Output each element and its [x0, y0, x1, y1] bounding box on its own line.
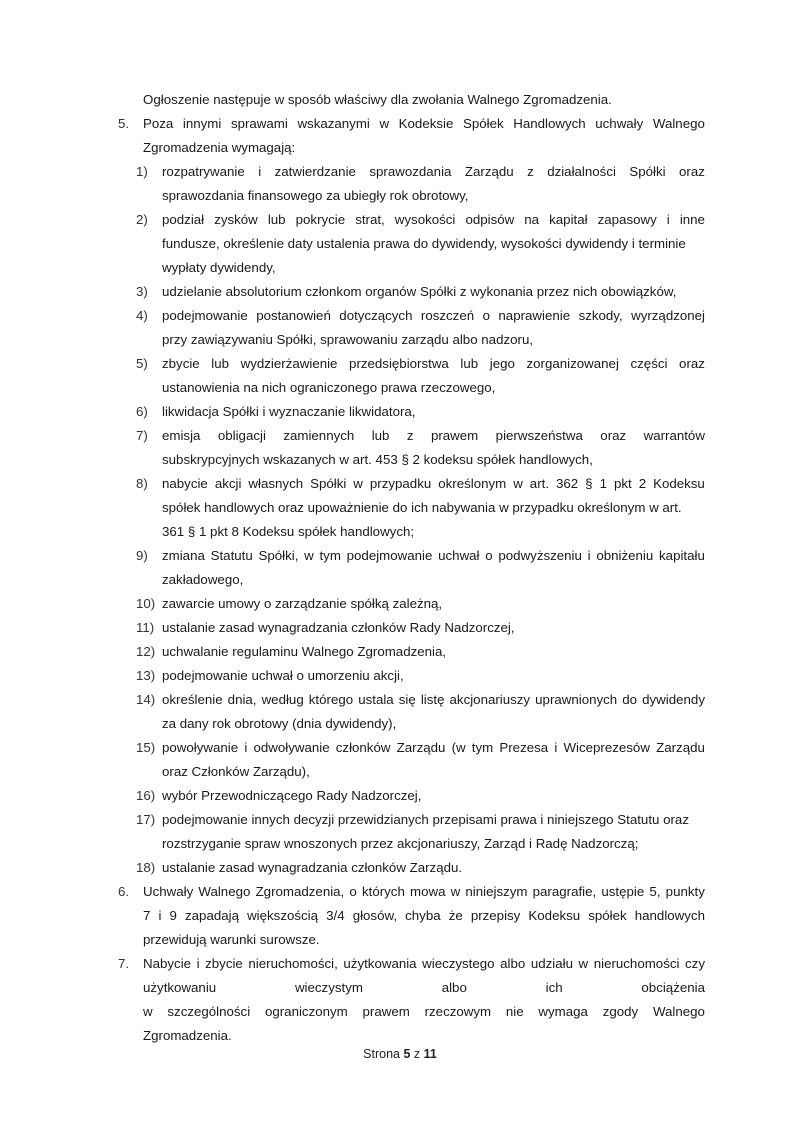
- word: nieruchomości: [593, 956, 680, 971]
- list-item-line: [0, 664, 800, 688]
- line-text: wybór Przewodniczącego Rady Nadzorczej,: [162, 788, 422, 803]
- line-text: [162, 424, 705, 448]
- section-7-line: [0, 952, 800, 976]
- word: uchwały: [595, 116, 644, 131]
- word: 5,: [649, 884, 661, 899]
- word: warrantów: [643, 428, 705, 443]
- page-separator: z: [413, 1047, 421, 1061]
- list-item-line: [0, 400, 800, 424]
- word: ograniczonym: [264, 1004, 348, 1019]
- word: o: [349, 884, 357, 899]
- word: lub: [460, 356, 479, 371]
- list-item-line: [0, 688, 800, 712]
- list-item-line: [0, 712, 800, 736]
- list-number: 6): [136, 404, 148, 419]
- word: zbycie: [205, 956, 243, 971]
- word: w: [353, 476, 363, 491]
- list-item-line: [0, 520, 800, 544]
- word: że: [448, 908, 463, 923]
- word: według: [261, 692, 304, 707]
- word: rozpatrywanie: [162, 164, 245, 179]
- word: zorganizowanej: [526, 356, 619, 371]
- word: nabycie: [162, 476, 208, 491]
- list-item-line: [0, 808, 800, 832]
- word: Walnego: [652, 1004, 705, 1019]
- line-text: [143, 952, 705, 976]
- word: z: [527, 164, 534, 179]
- word: i: [587, 548, 591, 563]
- list-number: 1): [136, 164, 148, 179]
- word: przedsiębiorstwa: [349, 356, 449, 371]
- list-item-line: [0, 616, 800, 640]
- word: wieczystego: [422, 956, 495, 971]
- word: Kodeksie: [398, 116, 454, 131]
- word: podwyższeniu: [498, 548, 582, 563]
- word: członków: [335, 740, 391, 755]
- word: dnia,: [227, 692, 257, 707]
- line-text: oraz Członków Zarządu),: [162, 764, 310, 779]
- line-text: [143, 976, 705, 1000]
- word: użytkowaniu: [143, 980, 217, 995]
- list-number: 2): [136, 212, 148, 227]
- word: kapitału: [659, 548, 705, 563]
- word: i: [158, 908, 162, 923]
- word: wyrządzonej: [631, 308, 705, 323]
- word: uchwał: [438, 548, 480, 563]
- section-6-line: [0, 928, 800, 952]
- list-item-line: [0, 760, 800, 784]
- line-text: [162, 688, 705, 712]
- word: Poza: [143, 116, 174, 131]
- list-number: 11): [136, 620, 155, 635]
- word: mowa: [410, 884, 446, 899]
- word: z: [406, 428, 414, 443]
- list-number: 14): [136, 692, 156, 707]
- word: szkody,: [578, 308, 623, 323]
- word: w: [143, 1004, 153, 1019]
- word: o: [485, 548, 493, 563]
- line-text: zawarcie umowy o zarządzanie spółką zależną,: [162, 596, 443, 611]
- list-number: 15): [136, 740, 156, 755]
- list-number: 7): [136, 428, 148, 443]
- word: określonym: [438, 476, 507, 491]
- word: szczególności: [167, 1004, 251, 1019]
- line-text: [162, 472, 705, 496]
- word: Prezesa: [499, 740, 549, 755]
- list-item-line: [0, 184, 800, 208]
- list-item-line: [0, 592, 800, 616]
- list-item-line: [0, 160, 800, 184]
- word: zbycie: [162, 356, 200, 371]
- word: lub: [211, 356, 230, 371]
- line-text: Zgromadzenia.: [143, 1028, 232, 1043]
- line-text: [162, 736, 705, 760]
- word: innymi: [182, 116, 222, 131]
- line-text: [143, 112, 705, 136]
- list-number: 5.: [118, 116, 130, 131]
- word: 362: [556, 476, 579, 491]
- word: punkty: [665, 884, 705, 899]
- list-item-line: [0, 304, 800, 328]
- word: sprawozdania: [369, 164, 452, 179]
- word: listę: [420, 692, 445, 707]
- list-item-line: [0, 832, 800, 856]
- list-number: 12): [136, 644, 156, 659]
- word: chyba: [405, 908, 441, 923]
- word: nie: [505, 1004, 524, 1019]
- word: części: [630, 356, 668, 371]
- section-5-line: [0, 112, 800, 136]
- word: podział: [162, 212, 205, 227]
- word: których: [361, 884, 405, 899]
- word: 1: [599, 476, 607, 491]
- word: pierwszeństwa: [495, 428, 583, 443]
- list-item-line: [0, 472, 800, 496]
- word: roszczeń: [420, 308, 475, 323]
- word: dotyczących: [339, 308, 413, 323]
- word: zmiana: [162, 548, 205, 563]
- list-number: 18): [136, 860, 156, 875]
- word: akcji: [214, 476, 242, 491]
- word: strat,: [355, 212, 385, 227]
- list-item-line: [0, 376, 800, 400]
- word: większością: [247, 908, 319, 923]
- line-text: subskrypcyjnych wskazanych w art. 453 § 2 kodeksu spółek handlowych,: [162, 452, 593, 467]
- line-text: zakładowego,: [162, 572, 244, 587]
- list-number: 5): [136, 356, 148, 371]
- word: rzeczowym: [424, 1004, 492, 1019]
- word: obniżeniu: [596, 548, 654, 563]
- word: do: [622, 692, 638, 707]
- word: w: [578, 956, 589, 971]
- word: Kodeksu: [653, 476, 705, 491]
- word: nieruchomości,: [248, 956, 338, 971]
- word: działalności: [547, 164, 616, 179]
- list-number: 3): [136, 284, 148, 299]
- word: i: [666, 212, 670, 227]
- word: dywidendy: [642, 692, 705, 707]
- word: czy: [685, 956, 705, 971]
- list-item-line: [0, 544, 800, 568]
- word: obligacji: [217, 428, 266, 443]
- word: w: [304, 548, 314, 563]
- list-item-line: [0, 784, 800, 808]
- line-text: Ogłoszenie następuje w sposób właściwy dla zwołania Walnego Zgromadzenia.: [143, 92, 612, 107]
- word: wieczystym: [294, 980, 363, 995]
- word: oraz: [600, 428, 627, 443]
- word: spółek: [588, 908, 627, 923]
- word: przepisy: [470, 908, 521, 923]
- line-text: fundusze, określenie daty ustalenia prawa do dywidendy, wysokości dywidendy i terminie: [162, 236, 686, 251]
- list-item-line: [0, 352, 800, 376]
- word: obciążenia: [641, 980, 705, 995]
- word: Uchwały: [143, 884, 194, 899]
- line-text: podejmowanie uchwał o umorzeniu akcji,: [162, 668, 404, 683]
- word: pkt: [613, 476, 632, 491]
- word: odwoływanie: [253, 740, 330, 755]
- word: handlowych: [634, 908, 705, 923]
- word: lub: [371, 428, 390, 443]
- word: 7: [143, 908, 151, 923]
- line-text: uchwalanie regulaminu Walnego Zgromadzenia,: [162, 644, 447, 659]
- list-number: 4): [136, 308, 148, 323]
- word: wydzierżawienie: [240, 356, 338, 371]
- line-text: przewidują warunki surowsze.: [143, 932, 320, 947]
- line-text: [162, 352, 705, 376]
- total-pages: 11: [423, 1047, 437, 1061]
- list-item-line: [0, 640, 800, 664]
- word: Spółki,: [258, 548, 299, 563]
- word: oraz: [679, 356, 705, 371]
- word: udziału: [530, 956, 573, 971]
- word: Nabycie: [143, 956, 192, 971]
- word: którego: [308, 692, 354, 707]
- line-text: rozstrzyganie spraw wnoszonych przez akcjonariuszy, Zarząd i Radę Nadzorczą;: [162, 836, 639, 851]
- word: podejmowanie: [346, 548, 433, 563]
- word: Wiceprezesów: [563, 740, 650, 755]
- word: przypadku: [369, 476, 432, 491]
- line-text: ustanowienia na nich ograniczonego prawa rzeczowego,: [162, 380, 496, 395]
- word: odpisów: [465, 212, 515, 227]
- list-number: 17): [136, 812, 156, 827]
- list-item-line: [0, 424, 800, 448]
- list-number: 6.: [118, 884, 130, 899]
- word: sprawami: [230, 116, 288, 131]
- word: zatwierdzanie: [274, 164, 356, 179]
- page-label: Strona: [363, 1047, 400, 1061]
- list-item-line: [0, 232, 800, 256]
- word: zapadają: [185, 908, 239, 923]
- line-text: sprawozdania finansowego za ubiegły rok obrotowy,: [162, 188, 469, 203]
- section-5-line: [0, 136, 800, 160]
- word: i: [244, 740, 248, 755]
- section-7-line: [0, 976, 800, 1000]
- word: wysokości: [394, 212, 456, 227]
- word: o: [482, 308, 490, 323]
- word: prawem: [362, 1004, 410, 1019]
- word: inne: [679, 212, 705, 227]
- word: Spółki: [629, 164, 666, 179]
- line-text: wypłaty dywidendy,: [162, 260, 276, 275]
- word: i: [196, 956, 200, 971]
- line-text: [162, 208, 705, 232]
- word: Kodeksu: [528, 908, 581, 923]
- word: zapasowy: [597, 212, 657, 227]
- list-item-line: [0, 256, 800, 280]
- line-text: ustalanie zasad wynagradzania członków Rady Nadzorczej,: [162, 620, 515, 635]
- word: Zgromadzenia,: [255, 884, 345, 899]
- word: albo: [500, 956, 526, 971]
- word: niniejszym: [465, 884, 528, 899]
- word: głosów,: [352, 908, 398, 923]
- word: 9: [169, 908, 177, 923]
- word: Zarządu: [464, 164, 514, 179]
- list-number: 13): [136, 668, 156, 683]
- word: pokrycie: [295, 212, 346, 227]
- word: Spółek: [462, 116, 504, 131]
- word: postanowień: [256, 308, 331, 323]
- word: jego: [489, 356, 515, 371]
- line-text: przy zawiązywaniu Spółki, sprawowaniu zarządu albo nadzoru,: [162, 332, 534, 347]
- line-text: [162, 544, 705, 568]
- word: tym: [471, 740, 494, 755]
- intro-line: [0, 88, 800, 112]
- word: w: [450, 884, 461, 899]
- word: zgody: [602, 1004, 639, 1019]
- word: lub: [267, 212, 286, 227]
- word: 3/4: [326, 908, 345, 923]
- list-item-line: [0, 568, 800, 592]
- word: Statutu: [210, 548, 253, 563]
- word: tym: [319, 548, 341, 563]
- word: i: [554, 740, 558, 755]
- list-item-line: [0, 736, 800, 760]
- line-text: spółek handlowych oraz upoważnienie do ich nabywania w przypadku określonym w art.: [162, 500, 682, 515]
- line-text: udzielanie absolutorium członkom organów Spółki z wykonania przez nich obowiązków,: [162, 284, 677, 299]
- list-item-line: [0, 328, 800, 352]
- word: Zarządu: [656, 740, 705, 755]
- list-number: 8): [136, 476, 148, 491]
- word: kapitał: [549, 212, 588, 227]
- line-text: 361 § 1 pkt 8 Kodeksu spółek handlowych;: [162, 524, 415, 539]
- word: własnych: [248, 476, 304, 491]
- word: na: [524, 212, 540, 227]
- line-text: za dany rok obrotowy (dnia dywidendy),: [162, 716, 397, 731]
- word: zamiennych: [283, 428, 355, 443]
- word: prawem: [430, 428, 479, 443]
- list-number: 10): [136, 596, 156, 611]
- word: art.: [529, 476, 550, 491]
- word: emisja: [162, 428, 201, 443]
- line-text: [143, 1000, 705, 1024]
- word: określenie: [162, 692, 223, 707]
- section-7-line: [0, 1000, 800, 1024]
- word: ustala: [358, 692, 394, 707]
- list-number: 7.: [118, 956, 130, 971]
- list-item-line: [0, 496, 800, 520]
- line-text: [162, 304, 705, 328]
- word: ich: [545, 980, 563, 995]
- line-text: podejmowanie innych decyzji przewidzianych przepisami prawa i niniejszego Statutu oraz: [162, 812, 689, 827]
- word: paragrafie,: [532, 884, 597, 899]
- word: zysków: [214, 212, 258, 227]
- line-text: [162, 160, 705, 184]
- section-6-line: [0, 904, 800, 928]
- page-footer: [0, 1047, 800, 1061]
- line-text: likwidacja Spółki i wyznaczanie likwidatora,: [162, 404, 416, 419]
- list-number: 9): [136, 548, 148, 563]
- list-item-line: [0, 856, 800, 880]
- list-number: 16): [136, 788, 156, 803]
- list-item-line: [0, 448, 800, 472]
- word: Walnego: [652, 116, 705, 131]
- word: użytkowania: [343, 956, 417, 971]
- word: §: [585, 476, 593, 491]
- line-text: [143, 904, 705, 928]
- section-6-line: [0, 880, 800, 904]
- word: albo: [441, 980, 467, 995]
- word: Handlowych: [513, 116, 586, 131]
- word: Walnego: [198, 884, 251, 899]
- word: podejmowanie: [162, 308, 248, 323]
- document-body: [0, 88, 800, 1048]
- word: naprawienie: [498, 308, 571, 323]
- word: w: [379, 116, 390, 131]
- line-text: ustalanie zasad wynagradzania członków Zarządu.: [162, 860, 463, 875]
- line-text: Zgromadzenia wymagają:: [143, 140, 296, 155]
- word: ustępie: [601, 884, 645, 899]
- list-item-line: [0, 208, 800, 232]
- section-7-line: [0, 1024, 800, 1048]
- word: Spółki: [310, 476, 347, 491]
- word: uprawnionych: [535, 692, 618, 707]
- line-text: [143, 880, 705, 904]
- word: Zarządu: [396, 740, 446, 755]
- word: wymaga: [538, 1004, 588, 1019]
- word: akcjonariuszy: [449, 692, 531, 707]
- word: się: [398, 692, 416, 707]
- word: 2: [638, 476, 647, 491]
- word: (w: [451, 740, 466, 755]
- word: oraz: [679, 164, 705, 179]
- current-page-number: 5: [403, 1047, 411, 1061]
- list-item-line: [0, 280, 800, 304]
- word: w: [513, 476, 523, 491]
- word: wskazanymi: [297, 116, 370, 131]
- word: i: [258, 164, 262, 179]
- word: powoływanie: [162, 740, 239, 755]
